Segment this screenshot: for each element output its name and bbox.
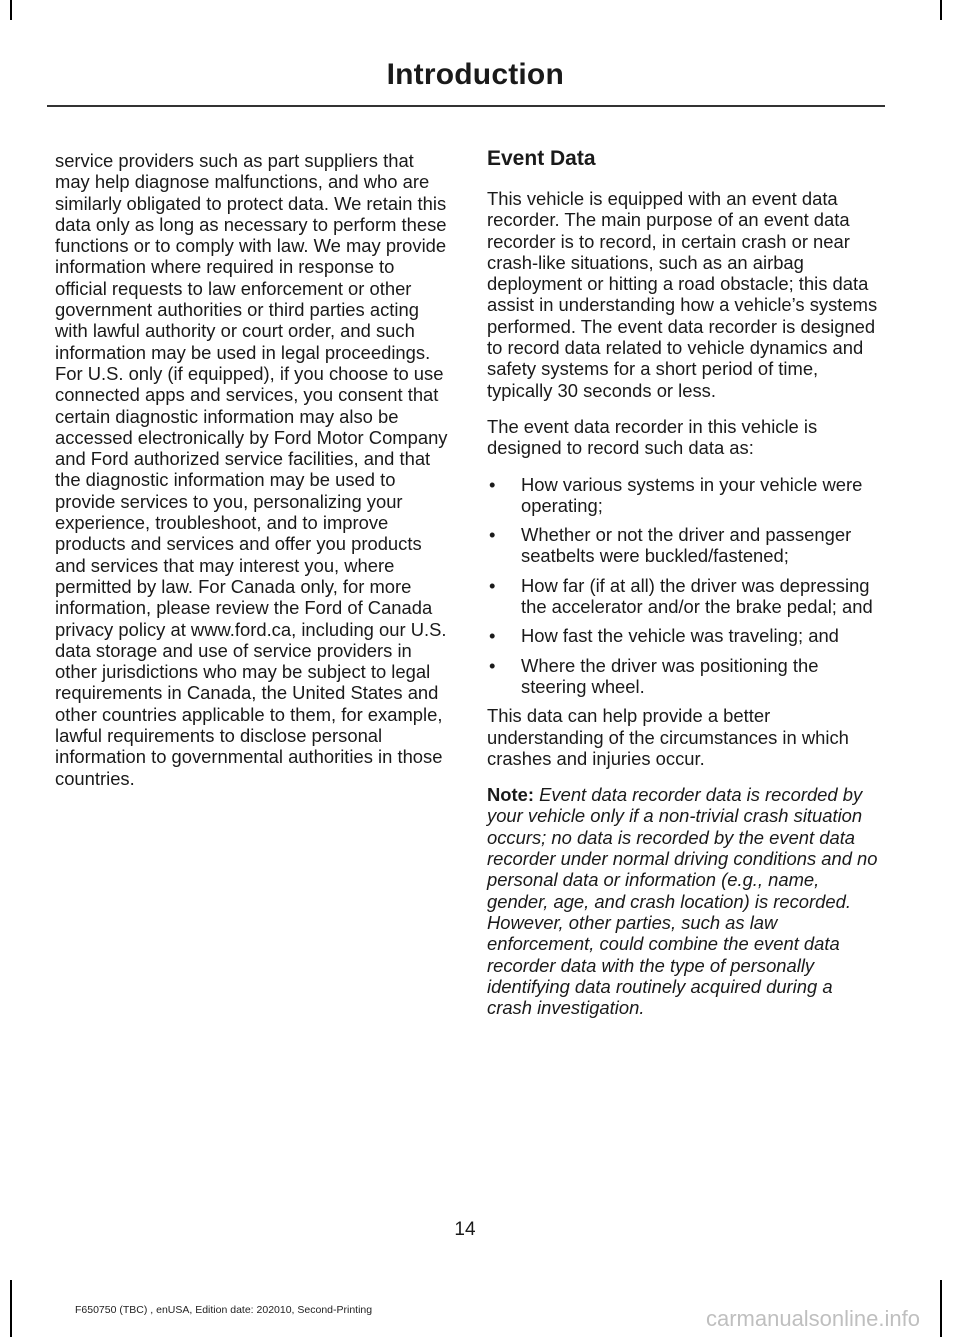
- privacy-paragraph: service providers such as part suppliers that may help diagnose malfunctions, and who are similarly obligated to protect data. We retain this data only as long as necessary to perform these functions or to comply with law. We may provide information where required in response to official requests to law enforcement or other government authorities or third parties acting with lawful authority or court order, and such information may be used in legal proceedings. For U.S. only (if equipped), if you choose to use connected apps and services, you consent that certain diagnostic information may also be accessed electronically by Ford Motor Company and Ford authorized service facilities, and that the diagnostic information may be used to provide services to you, personalizing your experience, troubleshoot, and to improve products and services and offer you products and services that may interest you, where permitted by law. For Canada only, for more information, please review the Ford of Canada privacy policy at www.ford.ca, including our U.S. data storage and use of service providers in other jurisdictions who may be subject to legal requirements in Canada, the United States and other countries applicable to them, for example, lawful requirements to disclose personal information to governmental authorities in those countries.: [55, 150, 448, 789]
- bullet-icon: •: [489, 574, 496, 596]
- section-heading: Event Data: [487, 147, 596, 170]
- page-number: 14: [454, 1219, 476, 1240]
- event-data-intro: This vehicle is equipped with an event data recorder. The main purpose of an event data recorder is to record, in certain crash or near crash-like situations, such as an airbag deployment or hitting a road obstacle; this data assist in understanding how a vehicle’s systems performed. The event data recorder is designed to record data related to vehicle dynamics and safety systems for a short period of time, typically 30 seconds or less.: [487, 188, 878, 401]
- right-column: [487, 146, 882, 1033]
- crop-mark-top-right: [940, 0, 942, 20]
- list-intro: The event data recorder in this vehicle is designed to record such data as:: [487, 415, 818, 459]
- list-item: • How fast the vehicle was traveling; and: [489, 625, 839, 647]
- left-column: [55, 150, 450, 804]
- list-item: • How various systems in your vehicle were operating;: [489, 473, 863, 516]
- recorded-data-list: [487, 474, 882, 698]
- list-item: • Where the driver was positioning the steering wheel.: [489, 654, 819, 697]
- list-item: • How far (if at all) the driver was depressing the accelerator and/or the brake pedal; and: [489, 574, 873, 618]
- bullet-icon: •: [489, 473, 496, 495]
- bullet-icon: •: [489, 524, 496, 546]
- header-divider: [47, 105, 885, 107]
- footer-edition-info: F650750 (TBC) , enUSA, Edition date: 202010, Second-Printing: [75, 1304, 373, 1316]
- crop-mark-bottom-right: [940, 1280, 942, 1337]
- note-label: Note:: [487, 784, 534, 806]
- page-title: Introduction: [386, 58, 564, 91]
- note-paragraph: [487, 784, 882, 1018]
- crop-mark-bottom-left: [10, 1280, 12, 1337]
- summary-paragraph: This data can help provide a better understanding of the circumstances in which crashes and injuries occur.: [487, 705, 849, 769]
- note-text: Event data recorder data is recorded by your vehicle only if a non-trivial crash situation occurs; no data is recorded by the event data recorder under normal driving conditions and no personal data or information (e.g., name, gender, age, and crash location) is recorded. However, other parties, such as law enforcement, could combine the event data recorder data with the type of personally identifying data routinely acquired during a crash investigation.: [487, 784, 878, 1019]
- watermark: carmanualsonline.info: [705, 1306, 920, 1331]
- list-item: • Whether or not the driver and passenger seatbelts were buckled/fastened;: [489, 524, 852, 567]
- crop-mark-top-left: [10, 0, 12, 20]
- bullet-icon: •: [489, 654, 496, 676]
- bullet-icon: •: [489, 625, 496, 647]
